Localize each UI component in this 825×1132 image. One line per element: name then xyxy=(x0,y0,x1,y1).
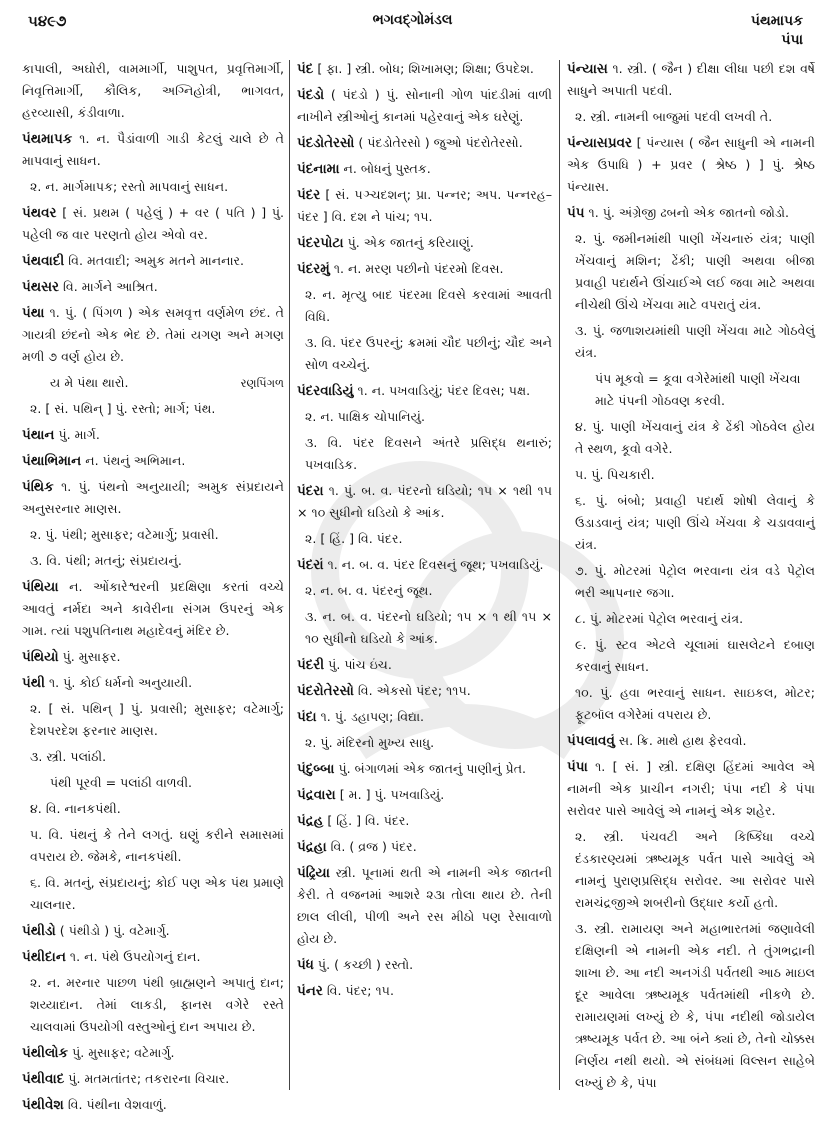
dictionary-entry xyxy=(567,132,815,198)
sense-definition: ૯. પું. સ્ટવ એટલે ચૂલામાં ઘાસલેટને દબાણ કરવાનું સાધન. xyxy=(575,637,815,674)
dictionary-entry xyxy=(297,680,552,702)
definition: ૧. પું. અંગ્રેજી ઢબનો એક જાતનો જોડો. xyxy=(588,205,789,220)
dictionary-entry xyxy=(297,784,552,806)
headword: પંથીદાન xyxy=(22,949,66,965)
usage-example xyxy=(22,372,284,394)
definition: ૧. પું. બ. વ. પંદરનો ઘડિયો; ૧૫ × ૧થી ૧૫ × ૧૦ સુધીનો ઘડિયો કે આંક. xyxy=(297,483,552,520)
dictionary-entry xyxy=(297,862,552,950)
headword: પંઢ્રિયા xyxy=(297,865,330,881)
headword: પંદરમું xyxy=(297,261,330,277)
headword: પંદરા xyxy=(297,483,324,499)
dictionary-entry xyxy=(567,756,815,822)
dictionary-entry xyxy=(22,672,284,694)
headword: પંથી xyxy=(22,675,45,691)
sense-definition: ૩. વિ. પંદર દિવસને અંતરે પ્રસિદ્ધ થનારું; પખવાડિક. xyxy=(305,435,552,472)
usage-example xyxy=(567,368,815,412)
definition: [ સં. પ્રથમ ( પહેલું ) + વર ( પતિ ) ] પું. પહેલી જ વાર પરણતો હોય એવો વર. xyxy=(22,205,284,242)
page-header xyxy=(0,0,825,52)
headword: પંદડોતેરસો xyxy=(297,135,355,151)
definition: ૧. પું. ( પિંગળ ) એક સમવૃત્ત વર્ણમેળ છંદ. તે ગાયત્રી છંદનો એક ભેદ છે. તેમાં યગણ અને મગણ મળી ૭ વર્ણ હોય છે. xyxy=(22,305,284,364)
definition: ૧. પું. કોઈ ધર્મનો અનુયાયી. xyxy=(49,675,193,690)
definition: પું. મતમતાંતર; તકરારના વિચાર. xyxy=(68,1071,230,1086)
definition: વિ. એકસો પંદર; ૧૧૫. xyxy=(357,683,471,698)
headword: પંથિયો xyxy=(22,649,59,665)
guide-word-first: પંથમાપક xyxy=(750,13,803,29)
headword: પંદડો xyxy=(297,87,325,103)
dictionary-entry xyxy=(22,946,284,968)
definition: ૧. પું. પંથનો અનુયાયી; અમુક સંપ્રદાયને અનુસરનાર માણસ. xyxy=(22,479,284,516)
definition: ૧. ન. પંથે ઉપયોગનું દાન. xyxy=(69,949,201,964)
dictionary-entry xyxy=(22,646,284,668)
sense-definition: ૨. પું. મંદિરનો મુખ્ય સાધુ. xyxy=(305,735,435,750)
definition: ન. બોધનું પુસ્તક. xyxy=(343,161,431,176)
headword: પંપા xyxy=(567,759,588,775)
definition: [ મ. ] પું. પખવાડિયું. xyxy=(339,787,445,802)
headword: પંપ xyxy=(567,205,585,221)
headword: પંથવર xyxy=(22,205,57,221)
book-title: ભગવદ્ગોમંડલ xyxy=(372,12,453,28)
example-text: પંથી પૂરવી = પલાંઠી વાળવી. xyxy=(50,775,193,790)
headword: પંથિયા xyxy=(22,579,59,595)
headword: પંનર xyxy=(297,983,323,999)
dictionary-entry xyxy=(567,58,815,102)
dictionary-entry xyxy=(567,202,815,224)
definition: ૧. ન. મરણ પછીનો પંદરમો દિવસ. xyxy=(333,261,504,276)
sense-definition: ૫. વિ. પંથનું કે તેને લગતું. ઘણું કરીને સમાસમાં વપરાય છે. જેમકે, નાનકપંથી. xyxy=(30,827,284,864)
dictionary-entry xyxy=(297,810,552,832)
sense-definition: ૬. વિ. મતનું, સંપ્રદાયનું; કોઈ પણ એક પંથ પ્રમાણે ચાલનાર. xyxy=(30,875,284,912)
column-middle xyxy=(297,58,552,1108)
example-text: પંપ મૂકવો = કૂવા વગેરેમાંથી પાણી ખેંચવા માટે પંપની ગોઠવણ કરવી. xyxy=(595,371,801,408)
sense-definition: ૪. વિ. નાનકપંથી. xyxy=(30,801,121,816)
definition: [ પંન્યાસ ( જૈન સાધુની એ નામની એક ઉપાધિ ) + પ્રવર ( શ્રેષ્ઠ ) ] પું. શ્રેષ્ઠ પંન્યાસ. xyxy=(567,135,815,194)
definition: [ ફા. ] સ્ત્રી. બોધ; શિખામણ; શિક્ષા; ઉપદેશ. xyxy=(317,61,534,76)
headword: પંદરોતેરસો xyxy=(297,683,354,699)
definition: પું. મુસાફર. xyxy=(62,649,121,664)
sense-definition: ૩. વિ. પંદર ઉપરનું; ક્રમમાં ચૌદ પછીનું; ચૌદ અને સોળ વચ્ચેનું. xyxy=(305,335,552,372)
dictionary-entry xyxy=(297,84,552,128)
headword: પંદ્રવારા xyxy=(297,787,336,803)
page-number: ૫૪૯૭ xyxy=(28,12,67,30)
dictionary-entry xyxy=(22,476,284,520)
sense-definition: ૨. પું. જમીનમાંથી પાણી ખેંચનારું યંત્ર; પાણી ખેંચવાનું મશિન; ઢેંકી; પાણી અથવા બીજા પ્રવાહી પદાર્થને ઊંચાઈએ લઈ જવા માટે અથવા નીચેથી ઊંચે ખેંચવા માટે વપરાતું યંત્ર. xyxy=(575,231,815,312)
definition: પું. બંગાળમાં એક જાતનું પાણીનું પ્રેત. xyxy=(338,761,527,776)
sense-definition: ૨. [ સં. પથિન્ ] પું. પ્રવાસી; મુસાફર; વટેમાર્ગુ; દેશપરદેશ ફરનાર માણસ. xyxy=(30,701,284,738)
definition: ૧. સ્ત્રી. ( જૈન ) દીક્ષા લીધા પછી દશ વર્ષે સાધુને અપાતી પદવી. xyxy=(567,61,815,98)
sense-definition: ૨. પું. પંથી; મુસાફર; વટેમાર્ગુ; પ્રવાસી. xyxy=(30,527,219,542)
definition: પું. માર્ગ. xyxy=(58,427,100,442)
headword: પંદર xyxy=(297,187,321,203)
sense-definition: ૪. પું. પાણી ખેંચવાનું યંત્ર કે ઢેંકી ગોઠવેલ હોય તે સ્થળ, કૂવો વગેરે. xyxy=(575,419,815,456)
sense-definition: ૨. ન. મૃત્યુ બાદ પંદરમા દિવસે કરવામાં આવતી વિધિ. xyxy=(305,287,552,324)
definition: વિ. પંથીના વેશવાળું. xyxy=(67,1097,167,1112)
definition: ૧. [ સં. ] સ્ત્રી. દક્ષિણ હિંદમાં આવેલ એ નામની એક પ્રાચીન નગરી; પંપા નદી કે પંપા સરોવર પાસે આવેલું એ નામનું એક શહેર. xyxy=(567,759,815,818)
headword: પંથીડો xyxy=(22,923,56,939)
definition: ( પંથીડો ) પું. વટેમાર્ગુ. xyxy=(59,923,170,938)
dictionary-entry xyxy=(22,450,284,472)
headword: પંન્યાસ xyxy=(567,61,608,77)
definition: [ હિં. ] વિ. પંદર. xyxy=(327,813,410,828)
example-text: ય મે પંથા થારો. xyxy=(50,375,129,390)
definition: ( પંદડોતેરસો ) જુઓ પંદરોતેરસો. xyxy=(358,135,523,150)
sense-definition: ૨. સ્ત્રી. નામની બાજુમાં પદવી લખવી તે. xyxy=(575,109,773,124)
usage-example xyxy=(22,772,284,794)
dictionary-entry xyxy=(22,576,284,642)
headword: પંદરાં xyxy=(297,557,324,573)
dictionary-entry xyxy=(22,202,284,246)
continued-text: કાપાલી, અઘોરી, વામમાર્ગી, પાશુપત, પ્રવૃત્તિમાર્ગી, નિવૃત્તિમાર્ગી, કૌલિક, અગ્નિહોત્રી, ભાગવત, હરવ્યાસી, કંડીવાળા. xyxy=(22,61,284,120)
definition: વિ. ( વ્રજ ) પંદર. xyxy=(330,839,417,854)
dictionary-entry xyxy=(297,554,552,576)
headword: પંન્યાસપ્રવર xyxy=(567,135,632,151)
definition: [ સં. પઞ્ચદશન્; પ્રા. પન્નર; અપ. પન્નરહ– પંદર ] વિ. દશ ને પાંચ; ૧૫. xyxy=(297,187,552,224)
guide-word-last: પંપા xyxy=(781,32,803,48)
sense-definition: ૩. સ્ત્રી. પલાંઠી. xyxy=(30,749,107,764)
definition: ( પંદડો ) પું. સોનાની ગોળ પાંદડીમાં વાળી નાખીને સ્ત્રીઓનું કાનમાં પહેરવાનું એક ઘરેણું. xyxy=(297,87,552,124)
definition: વિ. મતવાદી; અમુક મતને માનનાર. xyxy=(68,253,245,268)
definition: ન. ઓંકારેશ્વરની પ્રદક્ષિણા કરતાં વચ્ચે આવતું નર્મદા અને કાવેરીના સંગમ ઉપરનું એક ગામ. ત્યાં પશુપતિનાથ મહાદેવનું મંદિર છે. xyxy=(22,579,284,638)
definition: વિ. પંદર; ૧૫. xyxy=(326,983,394,998)
dictionary-entry xyxy=(297,232,552,254)
headword: પંદરપોટા xyxy=(297,235,344,251)
dictionary-entry xyxy=(22,302,284,368)
definition: પું. પાંચ ઇંચ. xyxy=(328,657,392,672)
headword: પંથવાદી xyxy=(22,253,65,269)
dictionary-entry xyxy=(297,132,552,154)
headword: પંદ્રહ xyxy=(297,813,324,829)
dictionary-entry xyxy=(297,836,552,858)
dictionary-entry xyxy=(297,184,552,228)
definition: સ્ત્રી. પૂનામાં થતી એ નામની એક જાતની કેરી. તે વજનમાં આશરે ૨૩ા તોલા થાય છે. તેની છાલ લીલી, પીળી અને રસ મીઠો પણ રેસાવાળો હોય છે. xyxy=(297,865,552,946)
dictionary-entry xyxy=(22,920,284,942)
headword: પંદ્રહા xyxy=(297,839,327,855)
column-left xyxy=(22,58,284,1113)
definition: ૧. ન. બ. વ. પંદર દિવસનું જૂથ; પખવાડિયું. xyxy=(327,557,544,572)
headword: પંથીવાદ xyxy=(22,1071,65,1087)
sense-definition: ૮. પું. મોટરમાં પેટ્રોલ ભરવાનું યંત્ર. xyxy=(575,611,744,626)
headword: પંથમાપક xyxy=(22,131,73,147)
headword: પંથીવેશ xyxy=(22,1097,64,1113)
dictionary-entry xyxy=(22,250,284,272)
dictionary-entry xyxy=(297,758,552,780)
definition: પું. મુસાફર; વટેમાર્ગુ. xyxy=(72,1045,175,1060)
sense-definition: ૭. પું. મોટરમાં પેટ્રોલ ભરવાના યંત્ર વડે પેટ્રોલ ભરી આપનાર જગા. xyxy=(575,563,815,600)
sense-definition: ૨. ન. બ. વ. પંદરનું જૂથ. xyxy=(305,583,433,598)
dictionary-entry xyxy=(22,424,284,446)
definition: ૧. પું. ડહાપણ; વિદ્યા. xyxy=(320,709,425,724)
headword: પંદા xyxy=(297,709,317,725)
headword: પંથા xyxy=(22,305,45,321)
headword: પંથિક xyxy=(22,479,54,495)
definition: વિ. માર્ગને આશ્રિત. xyxy=(63,279,158,294)
dictionary-entry xyxy=(567,730,815,752)
dictionary-entry xyxy=(297,706,552,728)
definition: પું. એક જાતનું કરિયાણું. xyxy=(347,235,474,250)
sense-definition: ૧૦. પું. હવા ભરવાનું સાધન. સાઇકલ, મોટર; ફૂટબૉલ વગેરેમાં વપરાય છે. xyxy=(575,685,815,722)
sense-definition: ૫. પું. પિચકારી. xyxy=(575,467,655,482)
sense-definition: ૨. ન. પાક્ષિક ચોપાનિયું. xyxy=(305,409,425,424)
definition: ન. પંથનું અભિમાન. xyxy=(85,453,186,468)
dictionary-entry xyxy=(22,128,284,172)
sense-definition: ૩. પું. જળાશયમાંથી પાણી ખેંચવા માટે ગોઠવેલું યંત્ર. xyxy=(575,323,815,360)
dictionary-entry xyxy=(22,276,284,298)
definition: ૧. ન. પૈડાંવાળી ગાડી કેટલું ચાલે છે તે માપવાનું સાધન. xyxy=(22,131,284,168)
sense-definition: ૬. પું. બંબો; પ્રવાહી પદાર્થ શોષી લેવાનું કે ઉડાડવાનું યંત્ર; પાણી ઊંચે ખેંચવા કે ચડાવવાનું યંત્ર. xyxy=(575,493,815,552)
headword: પંધ xyxy=(297,957,314,973)
headword: પંથાભિમાન xyxy=(22,453,82,469)
headword: પંથસર xyxy=(22,279,60,295)
headword: પંદનામા xyxy=(297,161,340,177)
sense-definition: ૨. ન. મરનાર પાછળ પંથી બ્રાહ્મણને અપાતું દાન; શય્યાદાન. તેમાં લાકડી, ફાનસ વગેરે રસ્તે ચાલવામાં ઉપયોગી વસ્તુઓનું દાન અપાય છે. xyxy=(30,975,284,1034)
dictionary-entry xyxy=(22,1042,284,1064)
column-right xyxy=(567,58,815,1108)
headword: પંદ xyxy=(297,61,314,77)
headword: પંથીલોક xyxy=(22,1045,69,1061)
dictionary-entry xyxy=(297,980,552,1002)
headword: પંદરી xyxy=(297,657,325,673)
sense-definition: ૩. સ્ત્રી. રામાયણ અને મહાભારતમાં જણાવેલી દક્ષિણની એ નામની એક નદી. તે તુંગભદ્રાની શાખા છે. આ નદી અનગંડી પર્વતથી આઠ માઇલ દૂર આવેલા ઋષ્યમૂક પર્વતમાંથી નીકળે છે. રામાયણમાં લખ્યું છે કે, પંપા નદીથી જોડાયેલ ઋષ્યમૂક પર્વત છે. આ બંને ક્યાં છે, તેનો ચોક્કસ નિર્ણય નથી થયો. એ સંબંધમાં વિલ્સન સાહેબે લખ્યું છે કે, પંપા xyxy=(575,921,815,1090)
headword: પંથાન xyxy=(22,427,55,443)
citation-source: રણપિંગળ xyxy=(240,376,284,390)
sense-definition: ૩. ન. બ. વ. પંદરનો ઘડિયો; ૧૫ × ૧ થી ૧૫ × ૧૦ સુધીનો ઘડિયો કે આંક. xyxy=(305,609,552,646)
sense-definition: ૨. [ સં. પથિન્ ] પું. રસ્તો; માર્ગ; પંથ. xyxy=(30,401,216,416)
dictionary-entry xyxy=(22,1094,284,1116)
sense-definition: ૨. [ હિં. ] વિ. પંદર. xyxy=(305,531,403,546)
definition: સ. ક્રિ. માથે હાથ ફેરવવો. xyxy=(618,733,747,748)
guide-words xyxy=(751,12,803,50)
headword: પંદુબ્બા xyxy=(297,761,335,777)
definition: પું. ( કચ્છી ) રસ્તો. xyxy=(317,957,414,972)
dictionary-entry xyxy=(297,58,552,80)
sense-definition: ૨. સ્ત્રી. પંચવટી અને કિષ્કિંધા વચ્ચે દંડકારણ્યમાં ઋષ્યમૂક પર્વત પાસે આવેલું એ નામનું પુરાણપ્રસિદ્ધ સરોવર. આ સરોવર પાસે રામચંદ્રજીએ શબરીનો ઉદ્ધાર કર્યો હતો. xyxy=(575,829,815,910)
headword: પંપલાવવું xyxy=(567,733,615,749)
dictionary-entry xyxy=(297,480,552,524)
headword: પંદરવાડિયું xyxy=(297,383,354,399)
dictionary-entry xyxy=(297,380,552,402)
dictionary-entry xyxy=(22,1068,284,1090)
dictionary-entry xyxy=(297,158,552,180)
definition: ૧. ન. પખવાડિયું; પંદર દિવસ; પક્ષ. xyxy=(357,383,531,398)
dictionary-entry xyxy=(297,954,552,976)
sense-definition: ૩. વિ. પંથી; મતનું; સંપ્રદાયનું. xyxy=(30,553,182,568)
dictionary-entry xyxy=(297,654,552,676)
dictionary-entry xyxy=(297,258,552,280)
dictionary-columns xyxy=(0,58,825,1113)
sense-definition: ૨. ન. માર્ગમાપક; રસ્તો માપવાનું સાધન. xyxy=(30,179,229,194)
